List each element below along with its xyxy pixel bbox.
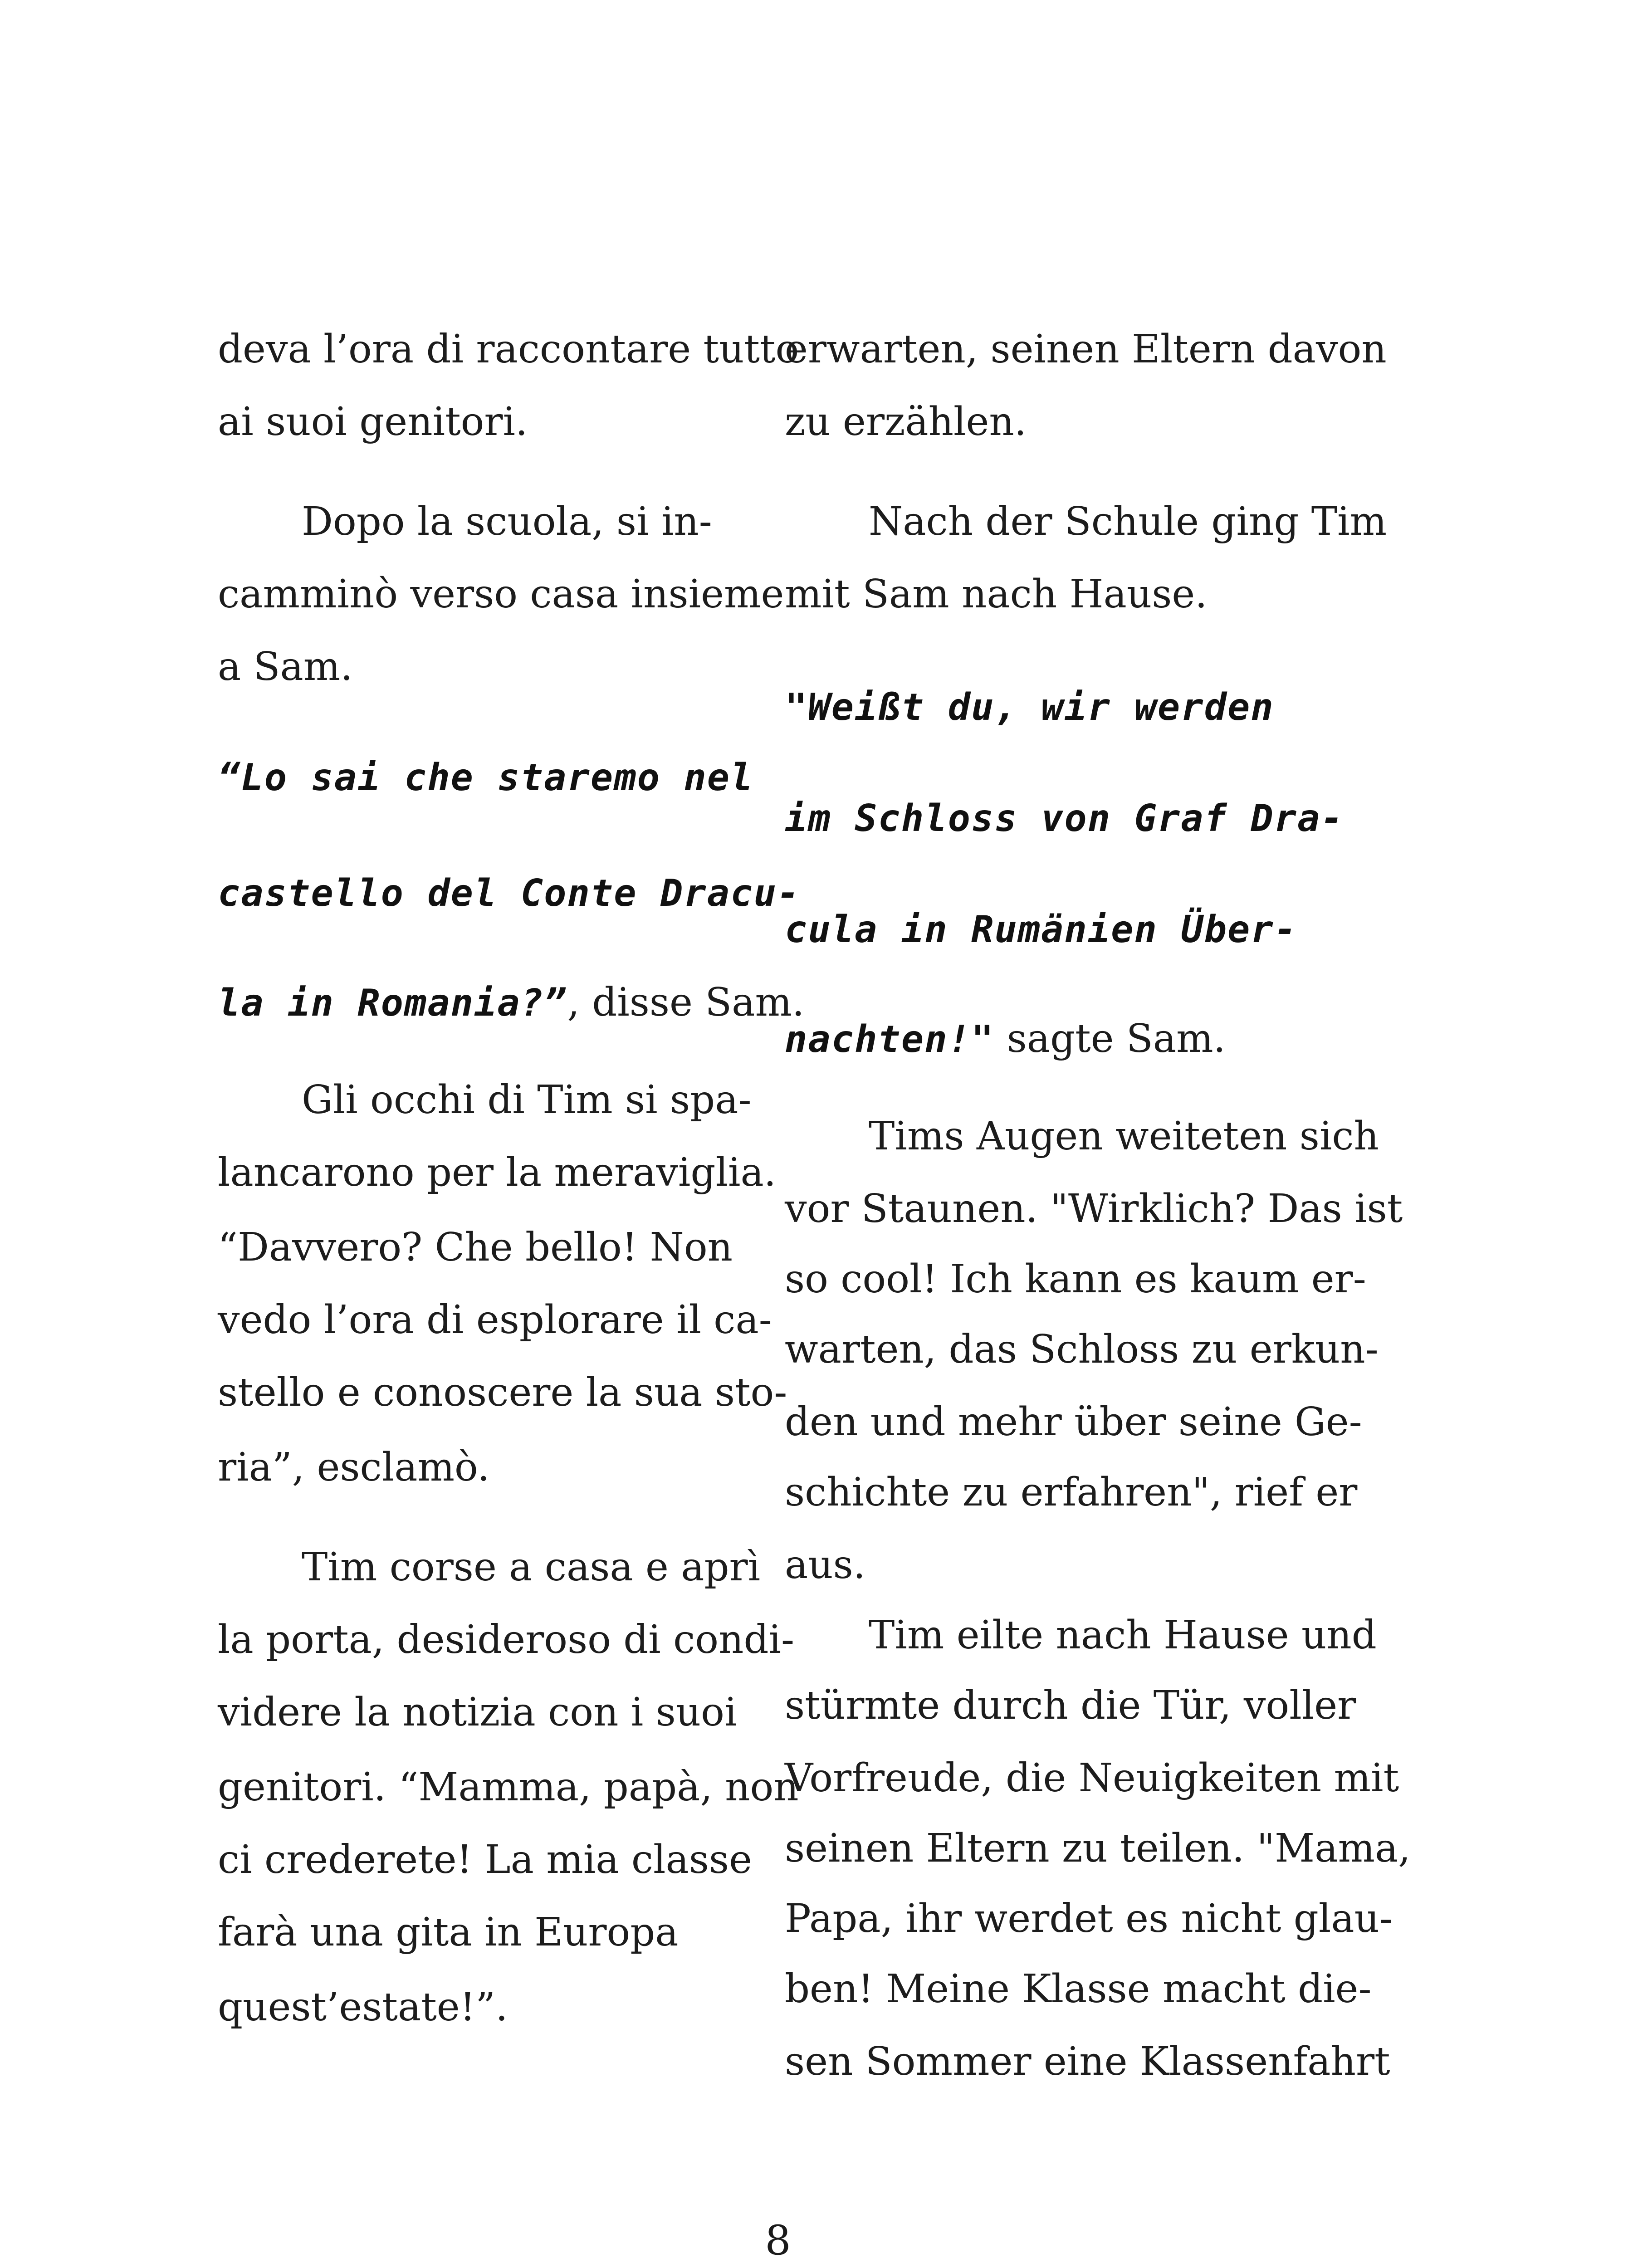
text-line: vedo l’ora di esplorare il ca- [218,1297,772,1343]
text-line: aus. [785,1542,866,1588]
narration-text: sagte Sam. [994,1016,1226,1061]
text-line: a Sam. [218,644,353,689]
text-line: mit Sam nach Hause. [785,572,1208,617]
dialogue-line: im Schloss von Graf Dra- [785,797,1344,840]
text-line: seinen Eltern zu teilen. "Mama, [785,1826,1411,1871]
text-line: Papa, ihr werdet es nicht glau- [785,1896,1393,1941]
text-line: Tim eilte nach Hause und [869,1613,1377,1658]
text-line: videre la notizia con i suoi [218,1690,737,1735]
text-line: Dopo la scuola, si in- [302,499,712,544]
dialogue-line: "Weißt du, wir werden [785,686,1274,729]
text-line: erwarten, seinen Eltern davon [785,327,1387,372]
text-line: Gli occhi di Tim si spa- [302,1077,752,1123]
text-line: Tims Augen weiteten sich [869,1114,1379,1159]
text-line: ria”, esclamò. [218,1445,490,1490]
page-number: 8 [765,2217,791,2264]
text-line: den und mehr über seine Ge- [785,1399,1362,1445]
text-line: genitori. “Mamma, papà, non [218,1765,799,1810]
text-line: Nach der Schule ging Tim [869,499,1387,544]
dialogue-line: cula in Rumänien Über- [785,908,1298,951]
german-column [785,0,1411,2268]
text-line: la porta, desideroso di condi- [218,1617,795,1662]
mixed-line [218,975,804,1031]
text-line: stürmte durch die Tür, voller [785,1683,1356,1728]
text-line: quest’estate!”. [218,1984,508,2030]
italian-column [218,0,805,2268]
text-line: zu erzählen. [785,399,1027,445]
text-line: vor Staunen. "Wirklich? Das ist [785,1186,1403,1232]
text-line: ci crederete! La mia classe [218,1837,752,1882]
mixed-line [785,1012,1226,1067]
text-line: sen Sommer eine Klassenfahrt [785,2039,1390,2084]
dialogue-line: castello del Conte Dracu- [218,872,801,915]
dialogue-text: la in Romania?” [218,982,567,1025]
text-line: stello e conoscere la sua sto- [218,1370,787,1415]
text-line: so cool! Ich kann es kaum er- [785,1256,1366,1302]
text-line: ben! Meine Klasse macht die- [785,1966,1372,2012]
text-line: schichte zu erfahren", rief er [785,1470,1358,1515]
text-line: warten, das Schloss zu erkun- [785,1327,1379,1372]
text-line: Vorfreude, die Neuigkeiten mit [785,1755,1399,1801]
dialogue-text: nachten!" [785,1018,995,1061]
text-line: farà una gita in Europa [218,1910,679,1955]
text-line: Tim corse a casa e aprì [302,1545,761,1590]
narration-text: , disse Sam. [567,980,805,1025]
text-line: “Davvero? Che bello! Non [218,1225,733,1270]
text-line: deva l’ora di raccontare tutto [218,327,799,372]
text-line: ai suoi genitori. [218,399,528,445]
text-line: lancarono per la meraviglia. [218,1150,777,1195]
text-line: camminò verso casa insieme [218,572,784,617]
dialogue-line: “Lo sai che staremo nel [218,756,754,799]
